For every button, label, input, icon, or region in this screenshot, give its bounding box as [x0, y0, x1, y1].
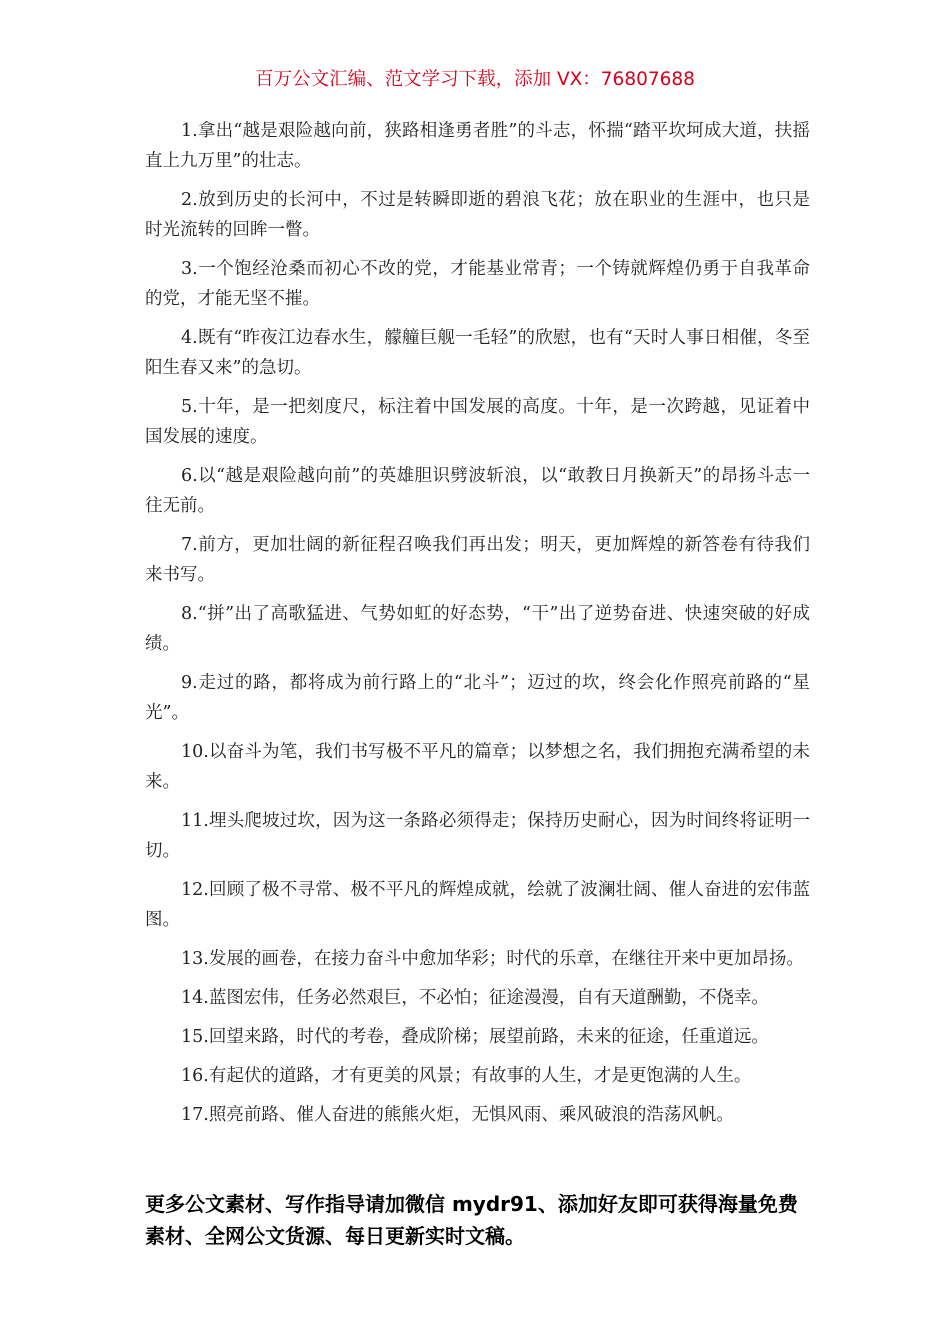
list-item: 3.一个饱经沧桑而初心不改的党，才能基业常青；一个铸就辉煌仍勇于自我革命的党，才能无坚不摧。 — [145, 259, 810, 309]
list-item: 11.埋头爬坡过坎，因为这一条路必须得走；保持历史耐心，因为时间终将证明一切。 — [145, 811, 810, 861]
list-item: 16.有起伏的道路，才有更美的风景；有故事的人生，才是更饱满的人生。 — [181, 1066, 752, 1086]
list-item: 15.回望来路，时代的考卷，叠成阶梯；展望前路，未来的征途，任重道远。 — [181, 1027, 769, 1047]
list-item: 4.既有“昨夜江边春水生，艨艟巨舰一毛轻”的欣慰，也有“天时人事日相催，冬至阳生春又来”的急切。 — [145, 328, 810, 378]
list-item: 2.放到历史的长河中，不过是转瞬即逝的碧浪飞花；放在职业的生涯中，也只是时光流转的回眸一瞥。 — [145, 190, 810, 240]
list-item: 5.十年，是一把刻度尺，标注着中国发展的高度。十年，是一次跨越，见证着中国发展的速度。 — [145, 397, 810, 447]
list-item: 13.发展的画卷，在接力奋斗中愈加华彩；时代的乐章，在继往开来中更加昂扬。 — [181, 949, 804, 969]
list-item: 1.拿出“越是艰险越向前，狭路相逢勇者胜”的斗志，怀揣“踏平坎坷成大道，扶摇直上九万里”的壮志。 — [145, 121, 810, 171]
list-item: 9.走过的路，都将成为前行路上的“北斗”；迈过的坎，终会化作照亮前路的“星光”。 — [145, 673, 810, 723]
footer-promo-text: 更多公文素材、写作指导请加微信 mydr91、添加好友即可获得海量免费素材、全网公文货源、每日更新实时文稿。 — [145, 1192, 798, 1248]
list-item: 12.回顾了极不寻常、极不平凡的辉煌成就，绘就了波澜壮阔、催人奋进的宏伟蓝图。 — [145, 880, 810, 930]
list-item: 14.蓝图宏伟，任务必然艰巨，不必怕；征途漫漫，自有天道酬勤，不侥幸。 — [181, 988, 769, 1008]
list-item: 10.以奋斗为笔，我们书写极不平凡的篇章；以梦想之名，我们拥抱充满希望的未来。 — [145, 742, 810, 792]
document-body — [145, 116, 810, 1139]
list-item: 6.以“越是艰险越向前”的英雄胆识劈波斩浪，以“敢教日月换新天”的昂扬斗志一往无前。 — [145, 466, 810, 516]
list-item: 17.照亮前路、催人奋进的熊熊火炬，无惧风雨、乘风破浪的浩荡风帆。 — [181, 1105, 734, 1125]
list-item: 7.前方，更加壮阔的新征程召唤我们再出发；明天，更加辉煌的新答卷有待我们来书写。 — [145, 535, 810, 585]
list-item: 8.“拼”出了高歌猛进、气势如虹的好态势，“干”出了逆势奋进、快速突破的好成绩。 — [145, 604, 810, 654]
page-header-title: 百万公文汇编、范文学习下载，添加 VX：76807688 — [255, 69, 695, 90]
